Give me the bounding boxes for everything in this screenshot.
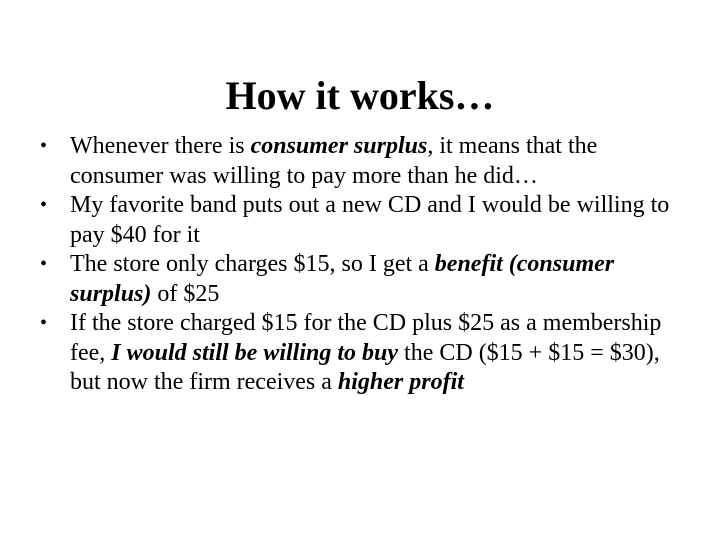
bullet-emphasis: benefit (consumer surplus) — [70, 251, 615, 307]
bullet-text: Whenever there is — [70, 133, 251, 159]
bullet-text: , it means that the consumer was willing to pay more than he did… — [70, 133, 598, 189]
bullet-item-3 — [40, 250, 680, 309]
bullet-emphasis: higher profit — [337, 369, 464, 395]
bullet-item-4 — [40, 309, 680, 398]
bullet-marker: • — [40, 194, 48, 216]
slide-title: How it works… — [225, 73, 495, 118]
bullet-list — [40, 132, 680, 398]
bullet-emphasis: I would still be willing to buy — [111, 339, 399, 366]
bullet-text: The store only charges $15, so I get a — [70, 251, 435, 277]
bullet-text: If the store charged $15 for the CD plus $25 as a membership fee, — [70, 310, 662, 366]
bullet-marker: • — [40, 135, 48, 157]
bullet-text: My favorite band puts out a new CD and I would be willing to pay $40 for it — [70, 192, 670, 248]
bullet-marker: • — [40, 253, 48, 275]
bullet-text: of $25 — [151, 280, 220, 307]
bullet-marker: • — [40, 312, 48, 334]
bullet-item-2 — [40, 191, 680, 250]
bullet-item-1 — [40, 132, 680, 191]
bullet-text: the CD ($15 + $15 = $30), but now the firm receives a — [70, 339, 660, 395]
bullet-emphasis: consumer surplus — [250, 133, 428, 159]
